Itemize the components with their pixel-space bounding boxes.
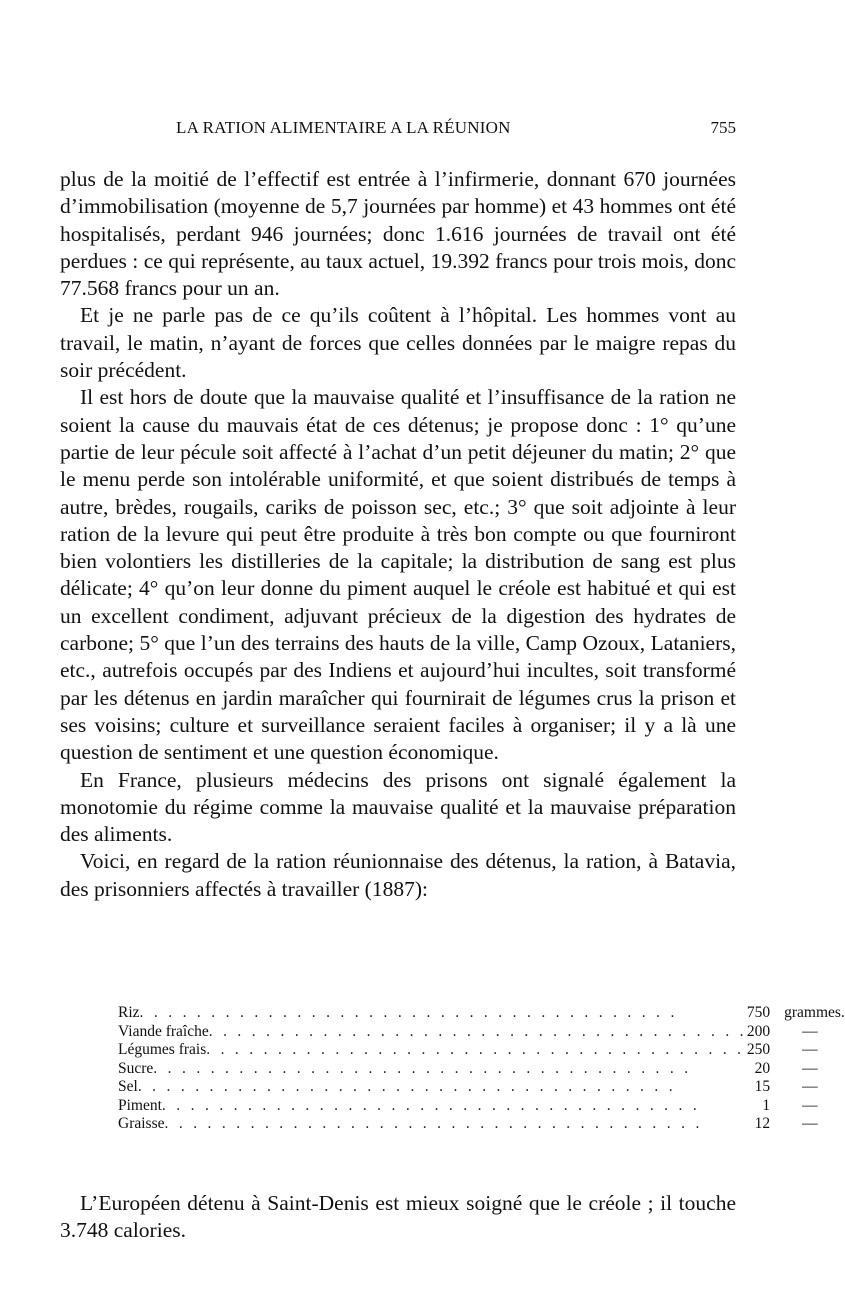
paragraph: Voici, en regard de la ration réunionnaise des détenus, la ration, à Batavia, des prisonniers affectés à travailler (1887): (60, 849, 736, 901)
ration-item: Riz (118, 1004, 140, 1021)
ration-unit: — (802, 1115, 818, 1132)
table-row (118, 1041, 845, 1060)
ration-item: Viande fraîche (118, 1022, 209, 1040)
dot-leader: . . . . . . . . . . . . . . . . . . . . . . . . . . . . . . . . . . . . . . (164, 1115, 703, 1132)
ration-unit: — (802, 1078, 818, 1095)
ration-item: Légumes frais (118, 1041, 207, 1058)
table-row (118, 1060, 845, 1079)
dot-leader: . . . . . . . . . . . . . . . . . . . . . . . . . . . . . . . . . . . . . . (206, 1041, 745, 1058)
paragraph: plus de la moitié de l’effectif est entrée à l’infirmerie, donnant 670 journées d’immobilisation (moyenne de 5,7 journées par homme) et 43 hommes ont été hospitalisés, perdant 946 journées; donc 1.616 journées de travail ont été perdues : ce qui représente, au taux actuel, 19.392 francs pour trois mois, donc 77.568 francs pour un an. (60, 167, 736, 301)
ration-unit: — (802, 1022, 818, 1040)
ration-table (118, 1004, 845, 1134)
ration-quantity: 15 (754, 1078, 771, 1095)
dot-leader: . . . . . . . . . . . . . . . . . . . . . . . . . . . . . . . . . . . . . . (153, 1059, 692, 1077)
running-head (60, 118, 736, 142)
ration-unit: — (802, 1096, 818, 1114)
ration-unit: — (802, 1059, 818, 1077)
table-row (118, 1023, 845, 1042)
ration-quantity: 750 (746, 1004, 771, 1021)
paragraph: En France, plusieurs médecins des prisons ont signalé également la monotomie du régime comme la mauvaise qualité et la mauvaise préparation des aliments. (60, 767, 736, 847)
ration-quantity: 250 (746, 1041, 771, 1058)
dot-leader: . . . . . . . . . . . . . . . . . . . . . . . . . . . . . . . . . . . . . . (137, 1078, 676, 1095)
ration-item: Graisse (118, 1115, 165, 1132)
table-row (118, 1115, 845, 1134)
body-text (60, 166, 736, 903)
ration-quantity: 20 (754, 1059, 771, 1077)
ration-unit: grammes. (784, 1004, 845, 1021)
ration-quantity: 1 (762, 1096, 771, 1114)
ration-item: Sel (118, 1078, 138, 1095)
table-row (118, 1078, 845, 1097)
ration-quantity: 12 (754, 1115, 771, 1132)
paragraph: Et je ne parle pas de ce qu’ils coûtent à l’hôpital. Les hommes vont au travail, le matin, n’ayant de forces que celles données par le maigre repas du soir précédent. (60, 303, 736, 383)
table-row (118, 1097, 845, 1116)
running-title: LA RATION ALIMENTAIRE A LA RÉUNION (176, 118, 511, 137)
paragraph: Il est hors de doute que la mauvaise qualité et l’insuffisance de la ration ne soient la cause du mauvais état de ces détenus; je propose donc : 1° qu’une partie de leur pécule soit affecté à l’achat d’un petit déjeuner du matin; 2° que le menu perde son intolérable uniformité, et que soient distribués de temps à autre, brèdes, rougails, cariks de poisson sec, etc.; 3° que soit adjointe à leur ration de la levure qui peut être produite à très bon compte ou que fourniront bien volontiers les distilleries de la capitale; la distribution de sang est plus délicate; 4° qu’on leur donne du piment auquel le créole est habitué et qui est un excellent condiment, adjuvant précieux de la digestion des hydrates de carbone; 5° que l’un des terrains des hauts de la ville, Camp Ozoux, Lataniers, etc., autrefois occupés par des Indiens et aujourd’hui incultes, soit transformé par les détenus en jardin maraîcher qui fournirait de légumes crus la prison et ses voisins; culture et surveillance seraient faciles à organiser; il y a là une question de sentiment et une question économique. (60, 385, 736, 765)
dot-leader: . . . . . . . . . . . . . . . . . . . . . . . . . . . . . . . . . . . . . . (208, 1022, 747, 1040)
table-row (118, 1004, 845, 1023)
paragraph: L’Européen détenu à Saint-Denis est mieux soigné que le créole ; il touche 3.748 calories. (60, 1191, 736, 1243)
dot-leader: . . . . . . . . . . . . . . . . . . . . . . . . . . . . . . . . . . . . . . (161, 1096, 701, 1114)
ration-item: Sucre (118, 1059, 154, 1077)
page-number: 755 (710, 118, 736, 137)
ration-quantity: 200 (746, 1022, 771, 1040)
closing-text (60, 1190, 736, 1245)
ration-unit: — (802, 1041, 818, 1058)
ration-item: Piment (118, 1096, 162, 1114)
dot-leader: . . . . . . . . . . . . . . . . . . . . . . . . . . . . . . . . . . . . . . (139, 1004, 678, 1021)
